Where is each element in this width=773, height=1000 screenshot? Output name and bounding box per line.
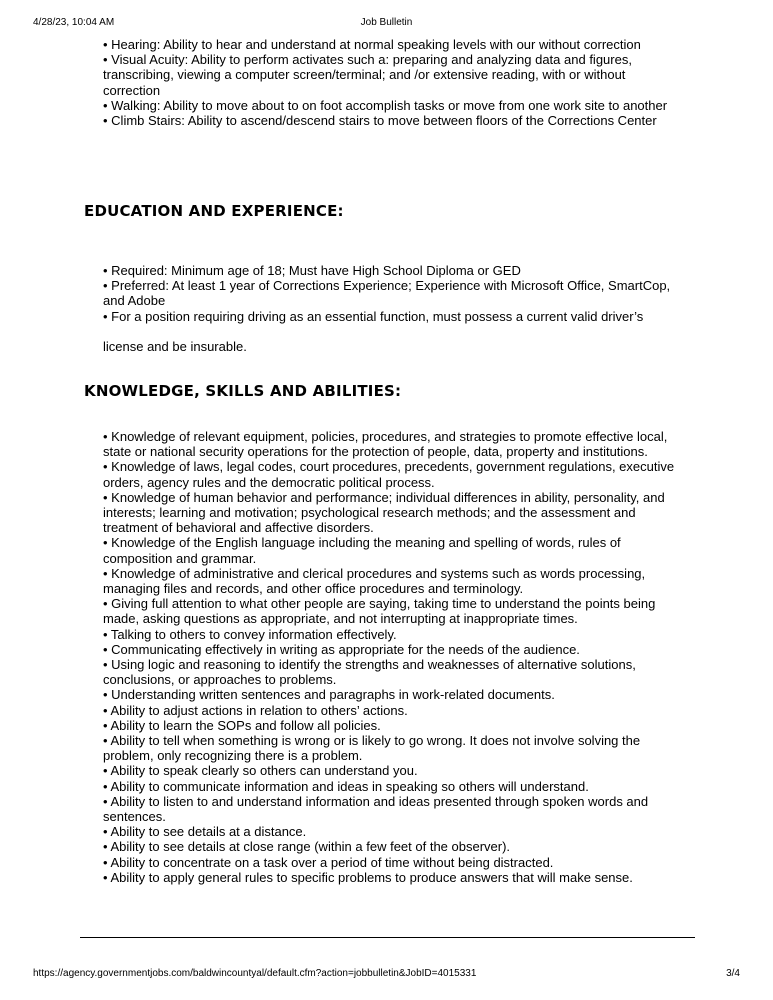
print-datetime: 4/28/23, 10:04 AM <box>33 17 115 28</box>
list-item: • For a position requiring driving as an essential function, must possess a current valid driver’s <box>103 308 644 324</box>
list-item: • Ability to learn the SOPs and follow all policies. <box>103 717 381 733</box>
list-item: • Knowledge of human behavior and performance; individual differences in ability, personality, and interests; learning and motivation; psychological research methods; and the assessment and treatment of behavioral and affective disorders. <box>103 489 665 536</box>
list-item: • Knowledge of relevant equipment, policies, procedures, and strategies to promote effective local, state or national security operations for the protection of people, data, property and institutions. <box>103 429 668 460</box>
print-url: https://agency.governmentjobs.com/baldwincountyal/default.cfm?action=jobbulletin&JobID=4015331 <box>33 968 477 979</box>
list-item-continuation: license and be insurable. <box>103 338 247 354</box>
education-list <box>103 263 683 354</box>
list-item: • Ability to concentrate on a task over a period of time without being distracted. <box>103 854 554 870</box>
ksa-list <box>103 429 683 885</box>
list-item: • Hearing: Ability to hear and understand at normal speaking levels with our without correction <box>103 37 641 52</box>
ksa-heading: KNOWLEDGE, SKILLS AND ABILITIES: <box>84 382 402 400</box>
list-item: • Preferred: At least 1 year of Corrections Experience; Experience with Microsoft Office, SmartCop, and Adobe <box>103 278 671 309</box>
list-item: • Giving full attention to what other people are saying, taking time to understand the points being made, asking questions as appropriate, and not interrupting at inappropriate times. <box>103 596 656 627</box>
print-page-title: Job Bulletin <box>360 17 413 28</box>
list-item: • Ability to adjust actions in relation to others’ actions. <box>103 702 408 718</box>
list-item: • Communicating effectively in writing as appropriate for the needs of the audience. <box>103 641 580 657</box>
list-item: • Knowledge of the English language including the meaning and spelling of words, rules of composition and grammar. <box>103 535 621 566</box>
list-item: • Ability to apply general rules to specific problems to produce answers that will make sense. <box>103 869 633 885</box>
list-item: • Ability to see details at a distance. <box>103 824 307 840</box>
education-heading: EDUCATION AND EXPERIENCE: <box>84 202 344 220</box>
list-item: • Knowledge of laws, legal codes, court procedures, precedents, government regulations, executive orders, agency rules and the democratic political process. <box>103 459 675 490</box>
page-number: 3/4 <box>726 968 740 979</box>
list-item: • Walking: Ability to move about to on foot accomplish tasks or move from one work site to another <box>103 97 668 113</box>
list-item: • Ability to see details at close range (within a few feet of the observer). <box>103 839 511 855</box>
physical-requirements-list <box>103 37 683 128</box>
list-item: • Climb Stairs: Ability to ascend/descend stairs to move between floors of the Corrections Center <box>103 113 657 129</box>
list-item: • Talking to others to convey information effectively. <box>103 626 397 642</box>
list-item: • Ability to speak clearly so others can understand you. <box>103 763 418 779</box>
list-item: • Ability to communicate information and ideas in speaking so others will understand. <box>103 778 589 794</box>
list-item: • Required: Minimum age of 18; Must have High School Diploma or GED <box>103 263 521 278</box>
list-item: • Ability to listen to and understand information and ideas presented through spoken words and sentences. <box>103 793 649 825</box>
footer-divider <box>80 937 695 938</box>
list-item: • Knowledge of administrative and clerical procedures and systems such as words processing, managing files and records, and other office procedures and terminology. <box>103 565 646 597</box>
list-item: • Using logic and reasoning to identify the strengths and weaknesses of alternative solutions, conclusions, or approaches to problems. <box>103 657 636 688</box>
list-item: • Ability to tell when something is wrong or is likely to go wrong. It does not involve solving the problem, only recognizing there is a problem. <box>103 733 641 764</box>
list-item: • Understanding written sentences and paragraphs in work-related documents. <box>103 687 555 703</box>
list-item: • Visual Acuity: Ability to perform activates such a: preparing and analyzing data and figures, transcribing, viewing a computer screen/terminal; and /or extensive reading, with or without correction <box>103 52 632 98</box>
